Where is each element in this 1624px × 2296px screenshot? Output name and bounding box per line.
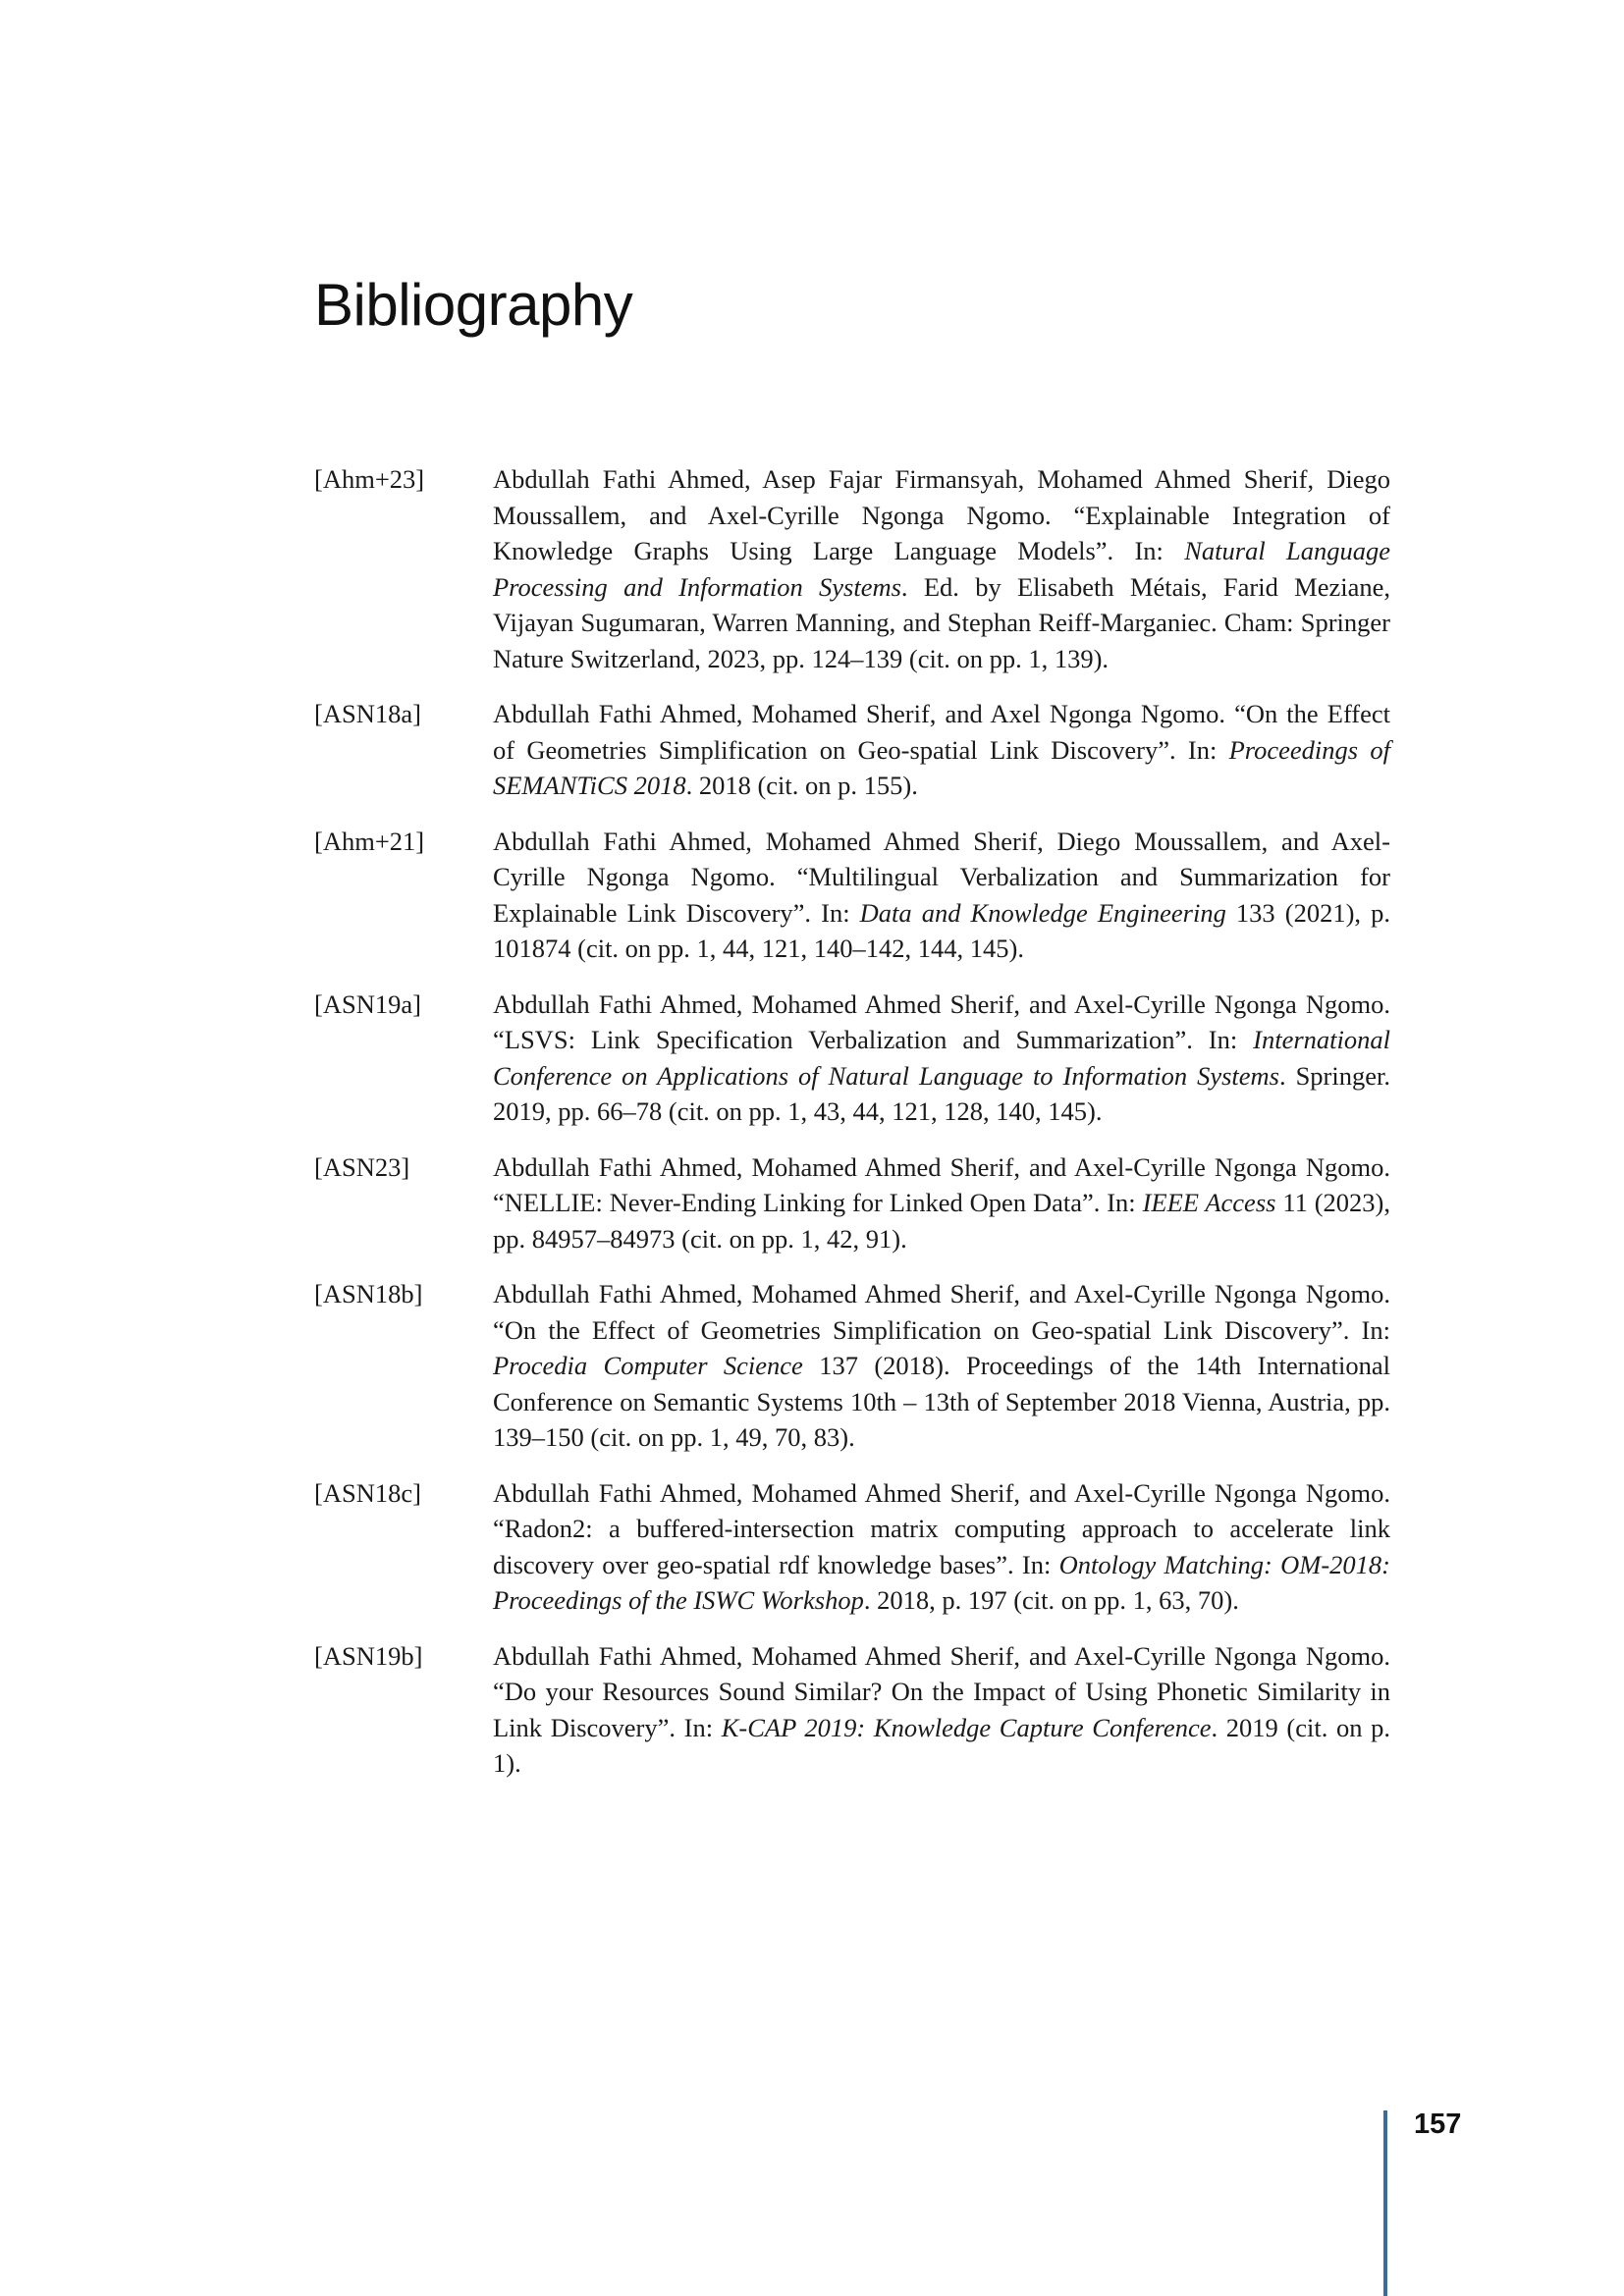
bib-venue: IEEE Access — [1142, 1188, 1276, 1217]
bib-entry — [314, 824, 1390, 967]
bib-reference — [493, 1475, 1390, 1619]
bib-reference — [493, 824, 1390, 967]
bib-details: 11 (2023), pp. 84957–84973 (cit. on pp. 1, 42, 91). — [493, 1188, 1390, 1254]
bib-reference — [493, 1276, 1390, 1456]
bib-venue: International Conference on Applications of Natural Language to Information Systems — [493, 1025, 1390, 1091]
bib-reference — [493, 461, 1390, 676]
bib-details: 133 (2021), p. 101874 (cit. on pp. 1, 44, 121, 140–142, 144, 145). — [493, 897, 1390, 963]
bib-key: [ASN18c] — [314, 1477, 421, 1508]
bib-reference — [493, 696, 1390, 804]
bib-key: [ASN18b] — [314, 1279, 423, 1308]
bib-key: [ASN19b] — [314, 1640, 423, 1671]
bib-key: [ASN19a] — [314, 988, 421, 1019]
bib-authors-title: Abdullah Fathi Ahmed, Mohamed Ahmed Sherif, and Axel-Cyrille Ngonga Ngomo. “On the Effect of Geometries Simplification on Geo-spatial Link Discovery”. In: — [493, 1279, 1390, 1345]
bib-key: [ASN23] — [314, 1151, 410, 1182]
bib-authors-title: Abdullah Fathi Ahmed, Asep Fajar Firmansyah, Mohamed Ahmed Sherif, Diego Moussallem, and Axel-Cyrille Ngonga Ngomo. “Explainable Integration of Knowledge Graphs Using Large Language Models”. In: — [493, 464, 1390, 565]
bib-details: . 2018, p. 197 (cit. on pp. 1, 63, 70). — [863, 1585, 1239, 1615]
bibliography-list — [314, 461, 1390, 1801]
page-title: Bibliography — [314, 272, 633, 338]
bib-details: 137 (2018). Proceedings of the 14th International Conference on Semantic Systems 10th – 13th of September 2018 Vienna, Austria, pp. 139–150 (cit. on pp. 1, 49, 70, 83). — [493, 1351, 1390, 1452]
bib-details: . Springer. 2019, pp. 66–78 (cit. on pp. 1, 43, 44, 121, 128, 140, 145). — [493, 1060, 1390, 1126]
bib-details: . 2018 (cit. on p. 155). — [685, 771, 918, 800]
bib-details: . Ed. by Elisabeth Métais, Farid Meziane, Vijayan Sugumaran, Warren Manning, and Stephan Reiff-Marganiec. Cham: Springer Nature Switzerland, 2023, pp. 124–139 (cit. on pp. 1, 139). — [493, 571, 1390, 673]
bib-key: [Ahm+21] — [314, 826, 425, 856]
bib-authors-title: Abdullah Fathi Ahmed, Mohamed Ahmed Sherif, and Axel-Cyrille Ngonga Ngomo. “NELLIE: Never-Ending Linking for Linked Open Data”. In: — [493, 1151, 1390, 1217]
bib-entry — [314, 987, 1390, 1130]
bib-venue: Data and Knowledge Engineering — [859, 897, 1226, 928]
bib-entry — [314, 696, 1390, 804]
bib-reference — [493, 1149, 1390, 1257]
bib-venue: Proceedings of SEMANTiCS 2018 — [493, 734, 1390, 800]
page-edge-rule — [1383, 2110, 1387, 2296]
bib-details: . 2019 (cit. on p. 1). — [493, 1712, 1390, 1778]
bib-authors-title: Abdullah Fathi Ahmed, Mohamed Ahmed Sherif, and Axel-Cyrille Ngonga Ngomo. “Radon2: a buffered-intersection matrix computing approach to accelerate link discovery over geo-spatial rdf knowledge bases”. In: — [493, 1477, 1390, 1579]
bib-venue: Ontology Matching: OM-2018: Proceedings of the ISWC Workshop — [493, 1549, 1390, 1615]
bib-authors-title: Abdullah Fathi Ahmed, Mohamed Ahmed Sherif, and Axel-Cyrille Ngonga Ngomo. “Do your Resources Sound Similar? On the Impact of Using Phonetic Similarity in Link Discovery”. In: — [493, 1640, 1390, 1742]
bib-entry — [314, 1276, 1390, 1456]
bib-key: [Ahm+23] — [314, 464, 425, 494]
bib-authors-title: Abdullah Fathi Ahmed, Mohamed Ahmed Sherif, Diego Moussallem, and Axel-Cyrille Ngonga Ngomo. “Multilingual Verbalization and Summarization for Explainable Link Discovery”. In: — [493, 826, 1390, 928]
bib-venue: Procedia Computer Science — [493, 1351, 803, 1380]
bib-authors-title: Abdullah Fathi Ahmed, Mohamed Sherif, and Axel Ngonga Ngomo. “On the Effect of Geometries Simplification on Geo-spatial Link Discovery”. In: — [493, 699, 1390, 765]
bib-entry — [314, 461, 1390, 676]
bib-reference — [493, 987, 1390, 1130]
bib-venue: K-CAP 2019: Knowledge Capture Conference — [721, 1712, 1212, 1742]
bib-authors-title: Abdullah Fathi Ahmed, Mohamed Ahmed Sherif, and Axel-Cyrille Ngonga Ngomo. “LSVS: Link Specification Verbalization and Summarization”. In: — [493, 988, 1390, 1054]
bib-key: [ASN18a] — [314, 699, 421, 728]
bib-reference — [493, 1638, 1390, 1782]
bib-entry — [314, 1638, 1390, 1782]
bib-entry — [314, 1149, 1390, 1257]
bib-venue: Natural Language Processing and Information Systems — [493, 536, 1390, 602]
bib-entry — [314, 1475, 1390, 1619]
page-number: 157 — [1414, 2109, 1462, 2140]
